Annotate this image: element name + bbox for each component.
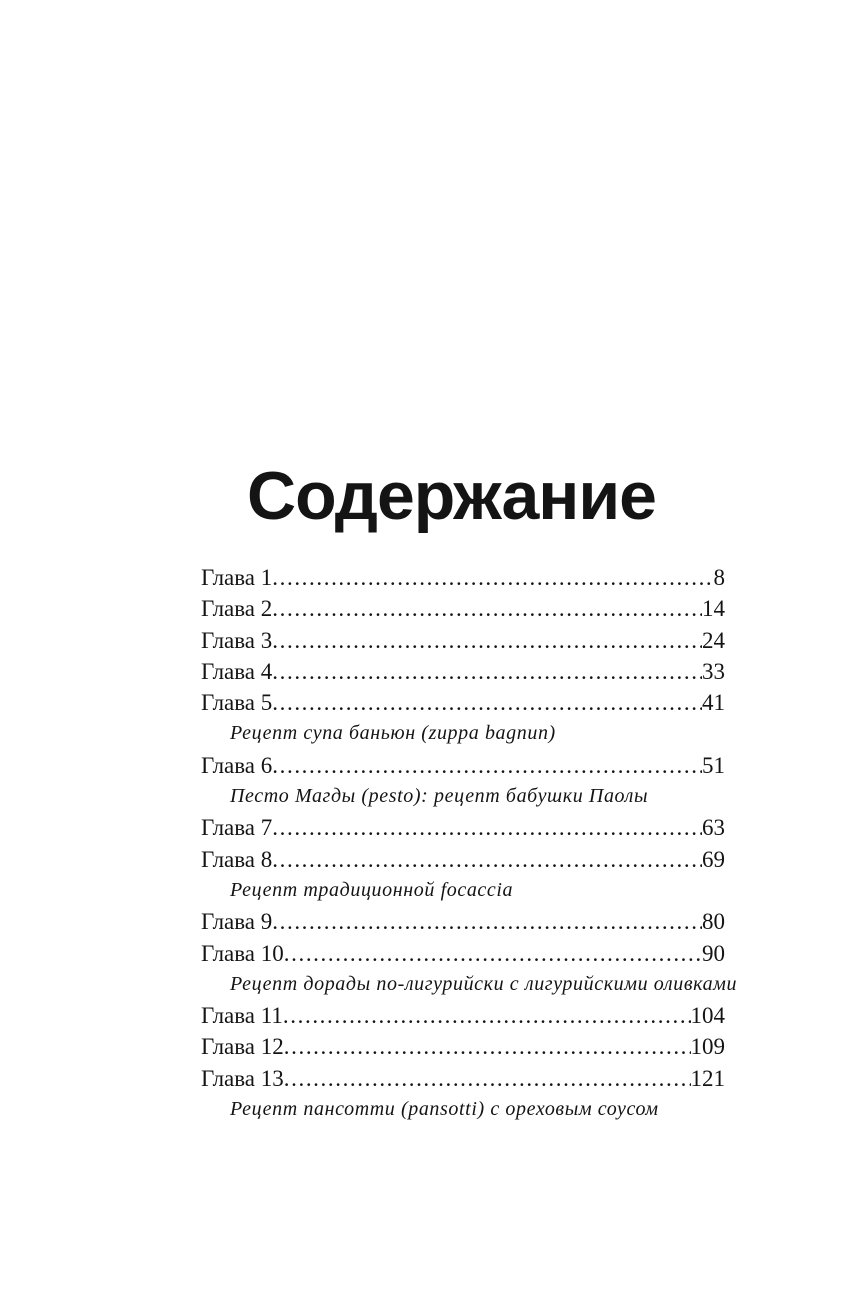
page-number: 24	[702, 627, 725, 653]
toc-subentry-recipe: Рецепт традиционной focaccia	[230, 878, 514, 901]
dot-leader	[284, 938, 702, 969]
toc-entry-chapter-1	[201, 562, 725, 593]
toc-entry-chapter-8	[201, 844, 725, 875]
table-of-contents	[201, 562, 738, 1125]
toc-entry-chapter-2	[201, 593, 725, 624]
toc-label: Глава 8	[201, 846, 273, 872]
page-number: 69	[702, 846, 725, 872]
dot-leader	[284, 1063, 691, 1094]
dot-leader	[272, 844, 702, 875]
toc-entry-chapter-13	[201, 1063, 725, 1094]
page-number: 51	[702, 752, 725, 778]
toc-label: Глава 4	[201, 658, 273, 684]
page-number: 63	[702, 815, 725, 841]
dot-leader	[284, 1031, 691, 1062]
toc-label: Глава 12	[201, 1034, 284, 1060]
page-number: 121	[690, 1065, 725, 1091]
toc-label: Глава 11	[201, 1003, 283, 1029]
toc-label: Глава 7	[201, 815, 273, 841]
toc-entry-chapter-3	[201, 625, 725, 656]
dot-leader	[272, 593, 702, 624]
dot-leader	[272, 812, 702, 843]
toc-entry-chapter-10	[201, 938, 725, 969]
dot-leader	[272, 687, 702, 718]
toc-entry-chapter-9	[201, 906, 725, 937]
page-title: Содержание	[247, 458, 656, 534]
toc-subentry-recipe: Рецепт дорады по-лигурийски с лигурийскими оливками	[230, 972, 738, 995]
toc-entry-chapter-7	[201, 812, 725, 843]
toc-entry-chapter-12	[201, 1031, 725, 1062]
page-number: 33	[702, 658, 725, 684]
page-number: 14	[702, 596, 725, 622]
page-number: 80	[702, 909, 725, 935]
toc-entry-chapter-6	[201, 750, 725, 781]
toc-label: Глава 5	[201, 690, 273, 716]
toc-entry-chapter-11	[201, 1000, 725, 1031]
toc-label: Глава 1	[201, 565, 273, 590]
dot-leader	[272, 750, 702, 781]
page-number: 90	[702, 940, 725, 966]
toc-label: Глава 13	[201, 1065, 284, 1091]
page-number: 109	[690, 1034, 725, 1060]
dot-leader	[272, 906, 702, 937]
dot-leader	[272, 625, 702, 656]
toc-entry-chapter-5	[201, 687, 725, 718]
page-number: 41	[702, 690, 725, 716]
toc-subentry-recipe: Рецепт супа баньюн (zuppa bagnun)	[230, 722, 556, 745]
toc-entry-chapter-4	[201, 656, 725, 687]
toc-subentry-recipe: Рецепт пансотти (pansotti) с ореховым соусом	[230, 1098, 659, 1121]
page-number: 104	[690, 1003, 725, 1029]
toc-label: Глава 2	[201, 596, 273, 622]
dot-leader	[272, 656, 702, 687]
toc-label: Глава 10	[201, 940, 284, 966]
toc-label: Глава 3	[201, 627, 273, 653]
page-number: 8	[713, 565, 725, 590]
toc-label: Глава 6	[201, 752, 273, 778]
dot-leader	[272, 562, 713, 593]
dot-leader	[283, 1000, 691, 1031]
toc-label: Глава 9	[201, 909, 273, 935]
toc-subentry-recipe: Песто Магды (pesto): рецепт бабушки Паолы	[230, 785, 649, 808]
